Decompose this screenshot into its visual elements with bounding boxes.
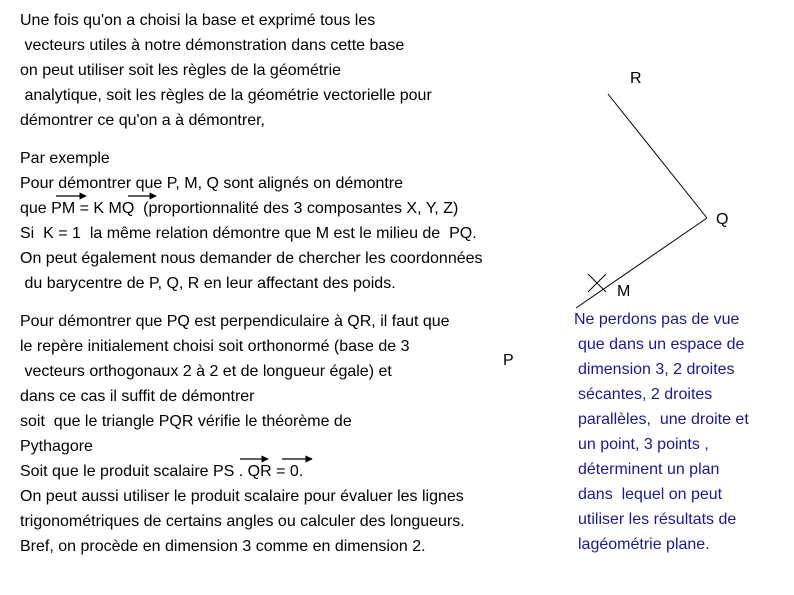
note-line: dans lequel on peut xyxy=(578,486,723,503)
perp-line: dans ce cas il suffit de démontrer xyxy=(20,388,255,405)
example-line: du barycentre de P, Q, R en leur affectant des poids. xyxy=(20,275,396,292)
intro-line: démontrer ce qu'on a à démontrer, xyxy=(20,112,265,129)
point-label-r: R xyxy=(630,70,642,87)
perp-line: vecteurs orthogonaux 2 à 2 et de longueur égale) et xyxy=(20,363,392,380)
intro-line: vecteurs utiles à notre démonstration dans cette base xyxy=(20,37,405,54)
point-label-p: P xyxy=(503,352,514,369)
perp-line: Pour démontrer que PQ est perpendiculaire à QR, il faut que xyxy=(20,313,450,330)
example-line: Pour démontrer que P, M, Q sont alignés on démontre xyxy=(20,175,404,192)
segment-rq xyxy=(608,94,707,218)
note-line: dimension 3, 2 droites xyxy=(578,361,735,378)
point-label-m: M xyxy=(617,283,631,300)
example-line: Par exemple xyxy=(20,150,110,167)
note-line: déterminent un plan xyxy=(578,461,720,478)
intro-line: Une fois qu'on a choisi la base et exprimé tous les xyxy=(20,12,376,29)
note-line: que dans un espace de xyxy=(578,336,745,353)
point-label-q: Q xyxy=(716,211,729,228)
example-line: que PM = K MQ (proportionnalité des 3 composantes X, Y, Z) xyxy=(20,200,459,217)
perp-line: Soit que le produit scalaire PS . QR = 0. xyxy=(20,463,304,480)
example-line: On peut également nous demander de chercher les coordonnées xyxy=(20,250,483,267)
note-line: Ne perdons pas de vue xyxy=(574,311,740,328)
segment-qp xyxy=(576,218,707,308)
perp-line: On peut aussi utiliser le produit scalaire pour évaluer les lignes xyxy=(20,488,464,505)
note-line: utiliser les résultats de xyxy=(578,511,737,528)
perp-line: Pythagore xyxy=(20,438,93,455)
perp-line: trigonométriques de certains angles ou calculer des longueurs. xyxy=(20,513,465,530)
perp-line: le repère initialement choisi soit orthonormé (base de 3 xyxy=(20,338,410,355)
note-line: sécantes, 2 droites xyxy=(578,386,713,403)
perp-line: soit que le triangle PQR vérifie le théorème de xyxy=(20,413,352,430)
note-line: lagéométrie plane. xyxy=(578,536,710,553)
example-line: Si K = 1 la même relation démontre que M est le milieu de PQ. xyxy=(20,225,477,242)
intro-line: on peut utiliser soit les règles de la géométrie xyxy=(20,62,342,79)
note-line: parallèles, une droite et xyxy=(578,411,749,428)
note-line: un point, 3 points , xyxy=(578,436,709,453)
intro-line: analytique, soit les règles de la géométrie vectorielle pour xyxy=(20,87,432,104)
perp-line: Bref, on procède en dimension 3 comme en dimension 2. xyxy=(20,538,426,555)
